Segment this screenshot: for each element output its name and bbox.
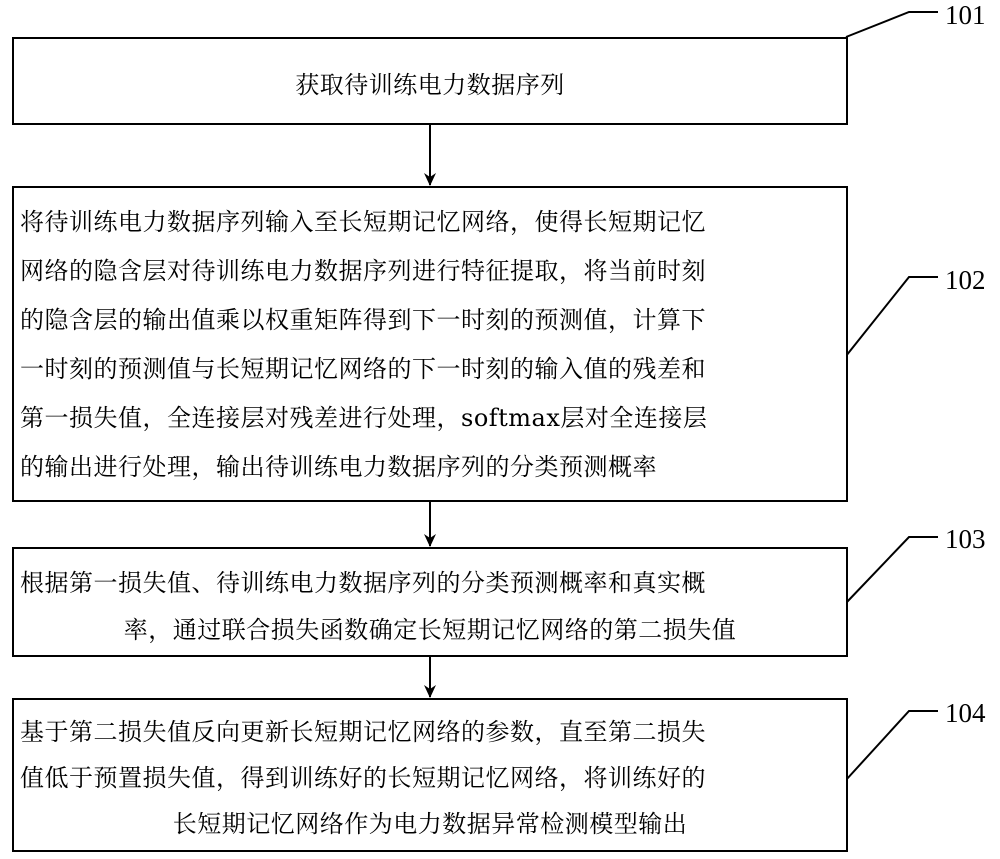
step-104-line-2: 值低于预置损失值，得到训练好的长短期记忆网络，将训练好的 <box>20 764 706 792</box>
step-label-102: 102 <box>945 265 986 295</box>
step-box-102 <box>12 186 848 502</box>
step-102-line-3: 的隐含层的输出值乘以权重矩阵得到下一时刻的预测值，计算下 <box>20 306 706 334</box>
step-102-line-2: 网络的隐含层对待训练电力数据序列进行特征提取，将当前时刻 <box>20 257 706 285</box>
leader-line-103 <box>846 537 938 603</box>
step-box-103 <box>12 547 848 657</box>
step-102-line-6: 的输出进行处理，输出待训练电力数据序列的分类预测概率 <box>20 453 657 481</box>
step-102-line-1: 将待训练电力数据序列输入至长短期记忆网络，使得长短期记忆 <box>20 208 706 236</box>
step-102-line-4: 一时刻的预测值与长短期记忆网络的下一时刻的输入值的残差和 <box>20 355 706 383</box>
step-104-line-1: 基于第二损失值反向更新长短期记忆网络的参数，直至第二损失 <box>20 718 706 746</box>
step-104-line-3: 长短期记忆网络作为电力数据异常检测模型输出 <box>172 810 688 838</box>
leader-line-104 <box>846 711 938 780</box>
step-box-101 <box>12 37 848 125</box>
step-103-line-2: 率，通过联合损失函数确定长短期记忆网络的第二损失值 <box>123 616 737 644</box>
leader-line-101 <box>846 12 938 37</box>
leader-line-102 <box>846 277 938 356</box>
step-label-104: 104 <box>945 698 986 728</box>
step-101-line-1: 获取待训练电力数据序列 <box>295 71 565 99</box>
step-103-line-1: 根据第一损失值、待训练电力数据序列的分类预测概率和真实概 <box>20 569 706 597</box>
step-label-103: 103 <box>945 524 986 554</box>
step-box-104 <box>12 698 848 852</box>
step-label-101: 101 <box>945 0 986 30</box>
step-102-line-5: 第一损失值，全连接层对残差进行处理，softmax层对全连接层 <box>20 404 708 432</box>
